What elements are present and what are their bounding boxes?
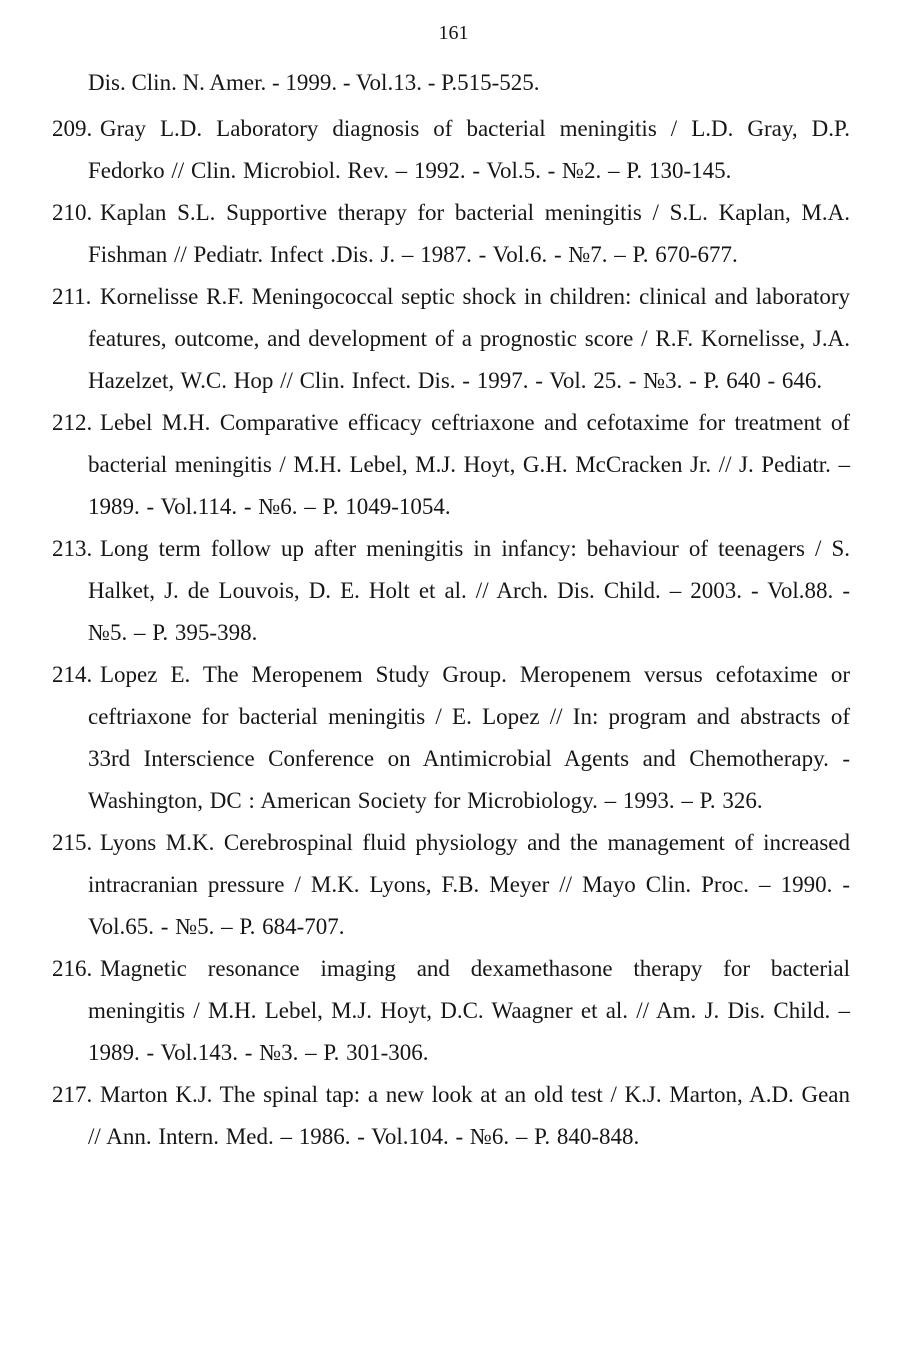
reference-item (52, 528, 850, 654)
reference-item (52, 108, 850, 192)
reference-text: Magnetic resonance imaging and dexamethasone therapy for bacterial meningitis / M.H. Lebel, M.J. Hoyt, D.C. Waagner et al. // Am. J. Dis. Child. – 1989. - Vol.143. - №3. – P. 301-306. (88, 956, 850, 1065)
reference-number: 214. (52, 662, 93, 687)
reference-list (52, 62, 850, 1158)
reference-number: 215. (52, 830, 93, 855)
reference-continuation: Dis. Clin. N. Amer. - 1999. - Vol.13. - P.515-525. (88, 70, 540, 95)
reference-item (52, 276, 850, 402)
reference-item (52, 822, 850, 948)
reference-text: Gray L.D. Laboratory diagnosis of bacterial meningitis / L.D. Gray, D.P. Fedorko // Clin. Microbiol. Rev. – 1992. - Vol.5. - №2. – P. 130-145. (88, 116, 850, 183)
reference-text: Marton K.J. The spinal tap: a new look at an old test / K.J. Marton, A.D. Gean // Ann. Intern. Med. – 1986. - Vol.104. - №6. – P. 840-848. (88, 1082, 850, 1149)
reference-text: Kaplan S.L. Supportive therapy for bacterial meningitis / S.L. Kaplan, M.A. Fishman // Pediatr. Infect .Dis. J. – 1987. - Vol.6. - №7. – P. 670-677. (88, 200, 850, 267)
reference-item (52, 402, 850, 528)
reference-number: 213. (52, 536, 93, 561)
reference-number: 216. (52, 956, 93, 981)
reference-number: 209. (52, 116, 93, 141)
reference-item (52, 1074, 850, 1158)
reference-number: 212. (52, 410, 93, 435)
reference-number: 210. (52, 200, 93, 225)
page-number: 161 (438, 22, 469, 44)
reference-text: Kornelisse R.F. Meningococcal septic shock in children: clinical and laboratory features, outcome, and development of a prognostic score / R.F. Kornelisse, J.A. Hazelzet, W.C. Hop // Clin. Infect. Dis. - 1997. - Vol. 25. - №3. - P. 640 - 646. (88, 284, 850, 393)
reference-number: 211. (52, 284, 92, 309)
reference-text: Lyons M.K. Cerebrospinal fluid physiology and the management of increased intracranian pressure / M.K. Lyons, F.B. Meyer // Mayo Clin. Proc. – 1990. - Vol.65. - №5. – P. 684-707. (88, 830, 850, 939)
reference-text: Long term follow up after meningitis in infancy: behaviour of teenagers / S. Halket, J. de Louvois, D. E. Holt et al. // Arch. Dis. Child. – 2003. - Vol.88. - №5. – P. 395-398. (88, 536, 850, 645)
reference-item (52, 948, 850, 1074)
reference-item (52, 192, 850, 276)
reference-number: 217. (52, 1082, 93, 1107)
reference-text: Lopez E. The Meropenem Study Group. Meropenem versus cefotaxime or ceftriaxone for bacterial meningitis / E. Lopez // In: program and abstracts of 33rd Interscience Conference on Antimicrobial Agents and Chemotherapy. - Washington, DC : American Society for Microbiology. – 1993. – P. 326. (88, 662, 850, 813)
reference-text: Lebel M.H. Comparative efficacy ceftriaxone and cefotaxime for treatment of bacterial meningitis / M.H. Lebel, M.J. Hoyt, G.H. McCracken Jr. // J. Pediatr. – 1989. - Vol.114. - №6. – P. 1049-1054. (88, 410, 850, 519)
reference-item (52, 654, 850, 822)
